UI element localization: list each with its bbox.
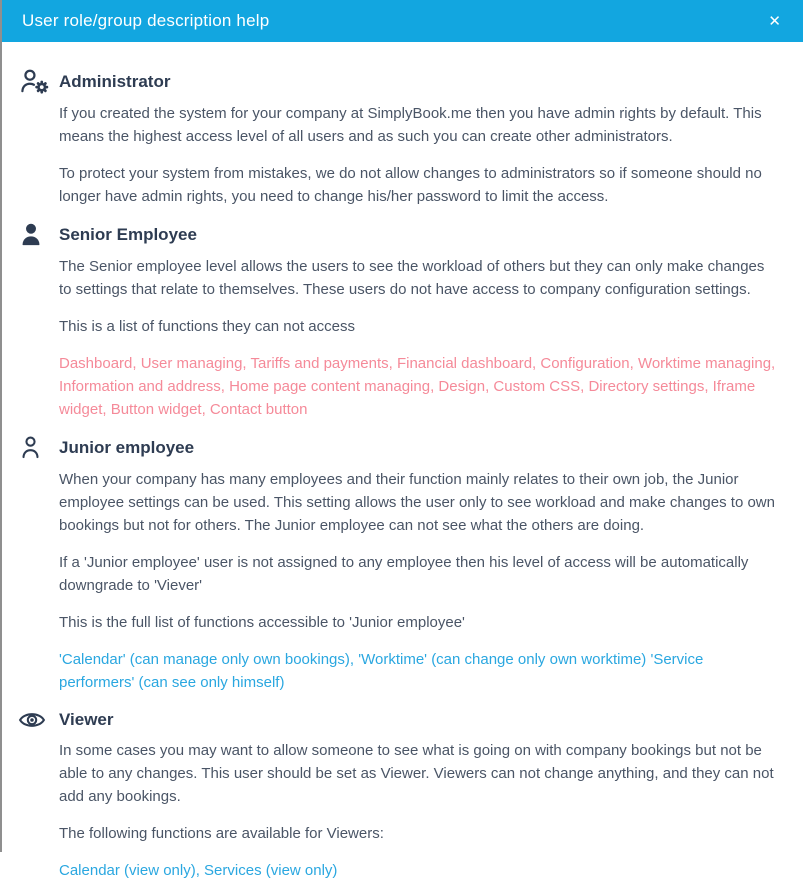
user-outline-icon: [16, 435, 59, 461]
eye-icon: [16, 708, 59, 732]
section-header: [16, 222, 781, 248]
section-title: Junior employee: [59, 438, 195, 457]
section-title: Senior Employee: [59, 225, 197, 244]
section-junior-employee: [16, 435, 781, 694]
modal-header: [2, 0, 803, 42]
section-paragraph: The Senior employee level allows the users to see the workload of others but they can only make changes to settings that relate to themselves. These users do not have access to company configuration settings.: [59, 258, 765, 298]
section-header: [16, 708, 781, 732]
section-title: Administrator: [59, 71, 171, 91]
section-header: [16, 435, 781, 461]
section-paragraph: In some cases you may want to allow someone to see what is going on with company bookings but not be able to any changes. This user should be set as Viewer. Viewers can not change anything, and they can not add any bookings.: [59, 742, 774, 805]
user-gear-icon: [16, 68, 59, 95]
available-functions-links[interactable]: Calendar (view only), Services (view only): [59, 862, 338, 879]
restricted-functions-list: Dashboard, User managing, Tariffs and payments, Financial dashboard, Configuration, Worktime managing, Information and address, Home page content managing, Design, Custom CSS, Directory settings, Iframe widget, Button widget, Contact button: [59, 355, 776, 418]
close-icon[interactable]: ✕: [762, 10, 787, 33]
section-paragraph: To protect your system from mistakes, we do not allow changes to administrators so if someone should no longer have admin rights, you need to change his/her password to limit the access.: [59, 165, 762, 205]
section-header: [16, 68, 781, 95]
user-filled-icon: [16, 222, 59, 248]
section-paragraph: If you created the system for your company at SimplyBook.me then you have admin rights by default. This means the highest access level of all users and as such you can create other administrators.: [59, 105, 762, 145]
section-viewer: [16, 708, 781, 882]
section-paragraph: If a 'Junior employee' user is not assigned to any employee then his level of access will be automatically downgrade to 'Viever': [59, 554, 749, 594]
section-title: Viewer: [59, 710, 114, 729]
section-paragraph: This is a list of functions they can not access: [59, 318, 355, 335]
section-administrator: [16, 68, 781, 208]
section-paragraph: When your company has many employees and their function mainly relates to their own job, the Junior employee settings can be used. This setting allows the user only to see workload and make changes to own bookings but not for others. The Junior employee can not see what the others are doing.: [59, 471, 775, 534]
section-paragraph: This is the full list of functions accessible to 'Junior employee': [59, 614, 465, 631]
section-paragraph: The following functions are available for Viewers:: [59, 825, 384, 842]
section-senior-employee: [16, 222, 781, 421]
modal-body: [2, 42, 803, 882]
available-functions-links[interactable]: 'Calendar' (can manage only own bookings), 'Worktime' (can change only own worktime) 'Service performers' (can see only himself): [59, 651, 704, 691]
modal-title: User role/group description help: [22, 11, 270, 30]
